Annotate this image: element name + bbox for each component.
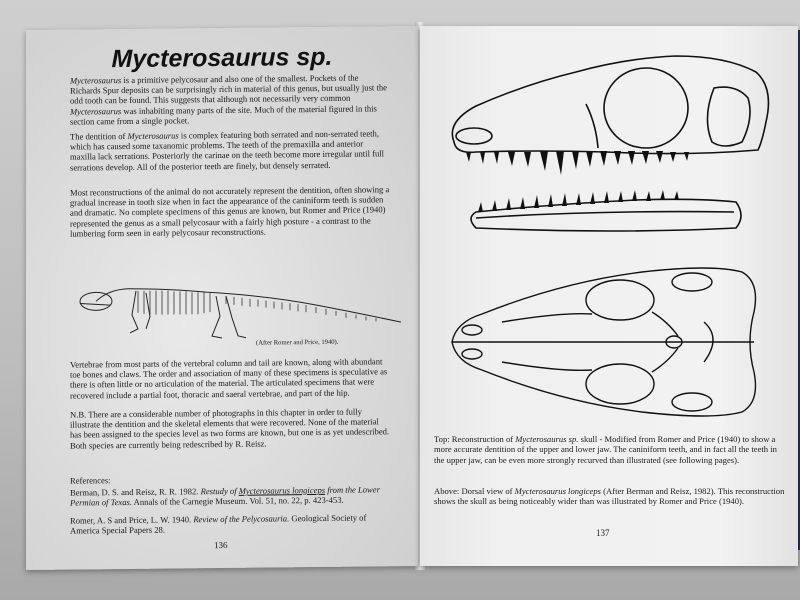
paragraph-intro (70, 72, 390, 126)
text-run: (After Berman and Reisz, 1982). This reconstruction shows the skull as being noticeably wider than was illustrated by Romer and Price (1940). (434, 486, 785, 507)
page-title: Mycterosaurus sp. (111, 42, 333, 74)
skeleton-caption: (After Romer and Price, 1940). (256, 338, 339, 347)
reference-berman (70, 484, 390, 508)
text-run: Annals of the Carnegie Museum. Vol. 51, no. 22, p. 423-453. (132, 494, 344, 508)
references-heading: References: (70, 475, 111, 486)
text-run: was inhabiting many parts of the site. Much of the material figured in this section came from a single pocket. (70, 102, 377, 127)
text-run: Restudy of (200, 485, 239, 497)
text-run: skull - Modified from Romer and Price (1940) to show a more accurate dentition of the upper and lower jaw. The caniniform teeth, and in fact all the teeth in the upper jaw, can be even more strongly recurved than illustrated (see following pages). (434, 434, 777, 465)
text-run: Geological Society of America Special Papers 28. (70, 512, 367, 536)
caption-top (434, 434, 786, 465)
text-run: Above: Dorsal view of (434, 486, 515, 496)
paragraph-reconstructions: Most reconstructions of the animal do not accurately represent the dentition, often showing a gradual increase in tooth size when in fact the appearance of the caniniform teeth is sudden and dramatic. No complete specimens of this genus are known, but Romer and Price (1940) represented the genus as a small pelycosaur with a fairly high posture - a contrast to the lumbering form seen in early pelycosaur reconstructions. (70, 184, 390, 239)
text-run: Review of the Pelycosauria. (193, 513, 290, 525)
species-name: Mycterosaurus sp. (515, 434, 579, 444)
page-number-left: 136 (214, 539, 228, 551)
text-run: Top: Reconstruction of (434, 434, 516, 444)
text-run: from the Lower Permian of Texas. (70, 484, 380, 508)
paragraph-nb: N.B. There are a considerable number of photographs in this chapter in order to fully illustrate the dentition and the skeletal elements that were recovered. None of the material has been assigned to the species level as two forms are known, but one is as yet undescribed. Both species are currently being redescribed by R. Reisz. (70, 406, 390, 451)
text-run: Berman, D. S. and Reisz, R. R. 1982. (70, 486, 201, 498)
text-run: is a primitive pelycosaur and also one of the smallest. Pockets of the Richards Spur deposits can be surprisingly rich in material of this genus, but usually just the odd tooth can be found. This suggests that although not necessarily very common (70, 72, 387, 106)
skeleton-illustration (66, 264, 406, 348)
genus-name: Mycterosaurus (70, 75, 122, 86)
caption-above (434, 486, 786, 507)
species-name: Mycterosaurus longiceps (514, 486, 601, 496)
paragraph-dentition (70, 128, 390, 172)
skull-lateral-illustration (436, 32, 776, 254)
text-run: is complex featuring both serrated and non-serrated teeth, which has caused some taxanomic problems. The teeth of the premaxilla and anterior maxilla lack serrations. Posteriorly the carinae on the teeth become more irregular until full serrations develop. All of the posterior teeth are finely, but densely serrated. (70, 128, 385, 173)
skull-dorsal-illustration (442, 252, 772, 432)
genus-name: Mycterosaurus (127, 130, 179, 141)
genus-name: Mycterosaurus (70, 105, 122, 117)
text-run: The dentition of (70, 130, 128, 142)
reference-romer (70, 512, 390, 536)
text-run: Romer, A. S and Price, L. W. 1940. (70, 514, 194, 526)
left-page (26, 26, 418, 570)
page-number-right: 137 (596, 528, 610, 538)
right-page (420, 26, 798, 566)
paragraph-vertebrae: Vertebrae from most parts of the vertebral column and tail are known, along with abundant toe bones and claws. The order and association of many of these specimens is speculative as there is often little or no articulation of the material. The articulated specimens that were recovered include a partial foot, thoracic and saeral vertebrae, and part of the hip. (70, 356, 388, 401)
species-name: Mycterosaurus longiceps (238, 484, 326, 496)
